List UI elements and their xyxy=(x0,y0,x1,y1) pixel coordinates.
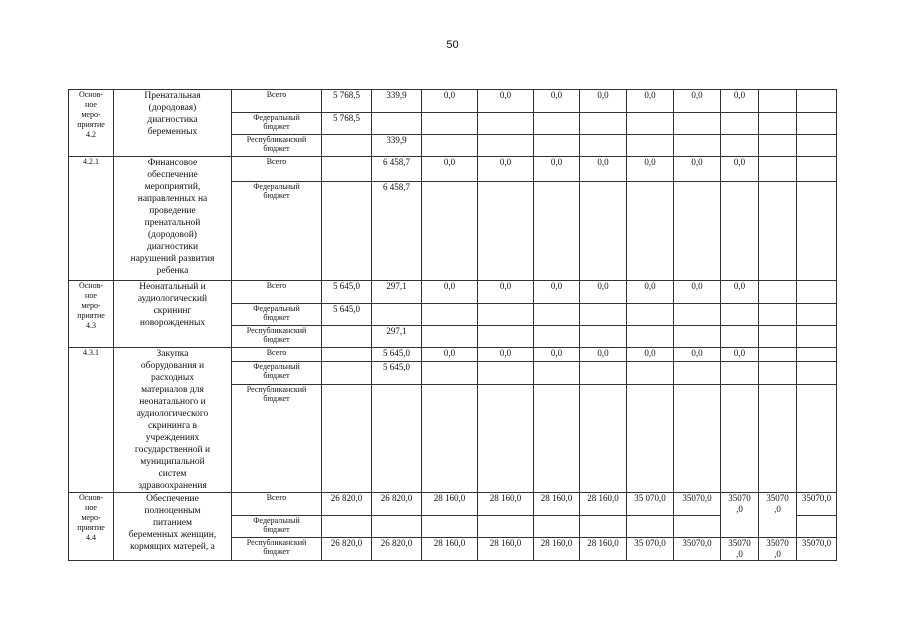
value-cell: 5 645,0 xyxy=(322,281,372,304)
row-code: Основ- ное меро- приятие 4.2 xyxy=(69,90,114,157)
budget-table xyxy=(68,89,837,561)
value-cell: 0,0 xyxy=(534,157,580,182)
value-cell: 6 458,7 xyxy=(372,182,422,281)
row-name: Закупка оборудования и расходных материалов для неонатального и аудиологического скрининга в учреждениях государственной и муниципальной систем здравоохранения xyxy=(114,348,232,493)
value-cell xyxy=(322,362,372,385)
value-cell: 28 160,0 xyxy=(580,538,627,561)
value-cell xyxy=(372,304,422,326)
page-number: 50 xyxy=(446,39,459,51)
budget-source: Всего xyxy=(232,157,322,182)
value-cell: 0,0 xyxy=(721,348,759,362)
row-name: Финансовое обеспечение мероприятий, направленных на проведение пренатальной (дородовой) диагностики нарушений развития ребенка xyxy=(114,157,232,281)
value-cell: 35070 ,0 xyxy=(759,538,797,561)
value-cell: 28 160,0 xyxy=(534,493,580,516)
value-cell xyxy=(759,157,797,182)
value-cell xyxy=(797,90,837,113)
value-cell: 35070 ,0 xyxy=(721,493,759,538)
budget-source: Всего xyxy=(232,281,322,304)
value-cell xyxy=(759,281,797,304)
value-cell: 339,9 xyxy=(372,90,422,113)
value-cell: 28 160,0 xyxy=(580,493,627,516)
value-cell: 0,0 xyxy=(674,90,721,113)
table-row xyxy=(69,90,837,113)
value-cell: 6 458,7 xyxy=(372,157,422,182)
budget-source: Республиканский бюджет xyxy=(232,135,322,157)
value-cell: 5 645,0 xyxy=(372,348,422,362)
table-row xyxy=(69,281,837,304)
value-cell: 0,0 xyxy=(478,348,534,362)
budget-source: Всего xyxy=(232,493,322,516)
value-cell xyxy=(797,281,837,304)
value-cell: 26 820,0 xyxy=(372,538,422,561)
value-cell: 28 160,0 xyxy=(478,538,534,561)
budget-source: Всего xyxy=(232,90,322,113)
value-cell: 5 768,5 xyxy=(322,113,372,135)
value-cell: 35070,0 xyxy=(674,538,721,561)
table-row xyxy=(69,348,837,362)
value-cell: 0,0 xyxy=(580,281,627,304)
row-code: 4.2.1 xyxy=(69,157,114,281)
value-cell: 0,0 xyxy=(721,90,759,113)
value-cell xyxy=(759,90,797,113)
row-code: 4.3.1 xyxy=(69,348,114,493)
value-cell: 0,0 xyxy=(627,281,674,304)
value-cell xyxy=(797,348,837,362)
value-cell: 35070 ,0 xyxy=(721,538,759,561)
value-cell: 297,1 xyxy=(372,326,422,348)
budget-source: Республиканский бюджет xyxy=(232,385,322,493)
value-cell: 35070,0 xyxy=(797,493,837,516)
value-cell: 35070,0 xyxy=(797,538,837,561)
value-cell xyxy=(322,157,372,182)
value-cell: 0,0 xyxy=(478,157,534,182)
row-code: Основ- ное меро- приятие 4.4 xyxy=(69,493,114,561)
value-cell xyxy=(322,182,372,281)
value-cell: 28 160,0 xyxy=(422,538,478,561)
value-cell: 0,0 xyxy=(674,281,721,304)
budget-source: Федеральный бюджет xyxy=(232,516,322,538)
budget-source: Федеральный бюджет xyxy=(232,362,322,385)
value-cell: 5 645,0 xyxy=(372,362,422,385)
value-cell: 0,0 xyxy=(674,348,721,362)
value-cell xyxy=(322,135,372,157)
budget-source: Федеральный бюджет xyxy=(232,304,322,326)
value-cell: 5 645,0 xyxy=(322,304,372,326)
value-cell: 0,0 xyxy=(422,90,478,113)
value-cell: 5 768,5 xyxy=(322,90,372,113)
value-cell xyxy=(797,157,837,182)
value-cell: 297,1 xyxy=(372,281,422,304)
value-cell: 35070,0 xyxy=(674,493,721,516)
table-row xyxy=(69,493,837,516)
value-cell: 0,0 xyxy=(534,348,580,362)
value-cell: 339,9 xyxy=(372,135,422,157)
value-cell: 35 070,0 xyxy=(627,493,674,516)
value-cell: 28 160,0 xyxy=(478,493,534,516)
value-cell: 0,0 xyxy=(534,90,580,113)
value-cell: 0,0 xyxy=(627,90,674,113)
value-cell: 0,0 xyxy=(422,157,478,182)
budget-source: Всего xyxy=(232,348,322,362)
value-cell: 0,0 xyxy=(478,281,534,304)
row-name: Обеспечение полноценным питанием беременных женщин, кормящих матерей, а xyxy=(114,493,232,561)
row-code: Основ- ное меро- приятие 4.3 xyxy=(69,281,114,348)
value-cell xyxy=(372,113,422,135)
budget-source: Федеральный бюджет xyxy=(232,113,322,135)
value-cell: 28 160,0 xyxy=(534,538,580,561)
value-cell: 0,0 xyxy=(580,157,627,182)
value-cell: 0,0 xyxy=(478,90,534,113)
value-cell xyxy=(759,348,797,362)
value-cell: 28 160,0 xyxy=(422,493,478,516)
budget-source: Республиканский бюджет xyxy=(232,538,322,561)
value-cell: 0,0 xyxy=(580,348,627,362)
value-cell: 0,0 xyxy=(627,157,674,182)
value-cell: 35 070,0 xyxy=(627,538,674,561)
value-cell: 35070 ,0 xyxy=(759,493,797,538)
value-cell: 0,0 xyxy=(721,157,759,182)
value-cell: 0,0 xyxy=(721,281,759,304)
value-cell xyxy=(322,348,372,362)
value-cell: 0,0 xyxy=(674,157,721,182)
budget-source: Республиканский бюджет xyxy=(232,326,322,348)
value-cell: 0,0 xyxy=(580,90,627,113)
row-name: Пренатальная (дородовая) диагностика беременных xyxy=(114,90,232,157)
value-cell: 0,0 xyxy=(534,281,580,304)
budget-source: Федеральный бюджет xyxy=(232,182,322,281)
table-row xyxy=(69,157,837,182)
row-name: Неонатальный и аудиологический скрининг новорожденных xyxy=(114,281,232,348)
value-cell: 0,0 xyxy=(627,348,674,362)
value-cell: 0,0 xyxy=(422,348,478,362)
value-cell xyxy=(322,326,372,348)
value-cell: 26 820,0 xyxy=(322,493,372,516)
value-cell: 26 820,0 xyxy=(322,538,372,561)
value-cell: 0,0 xyxy=(422,281,478,304)
value-cell: 26 820,0 xyxy=(372,493,422,516)
